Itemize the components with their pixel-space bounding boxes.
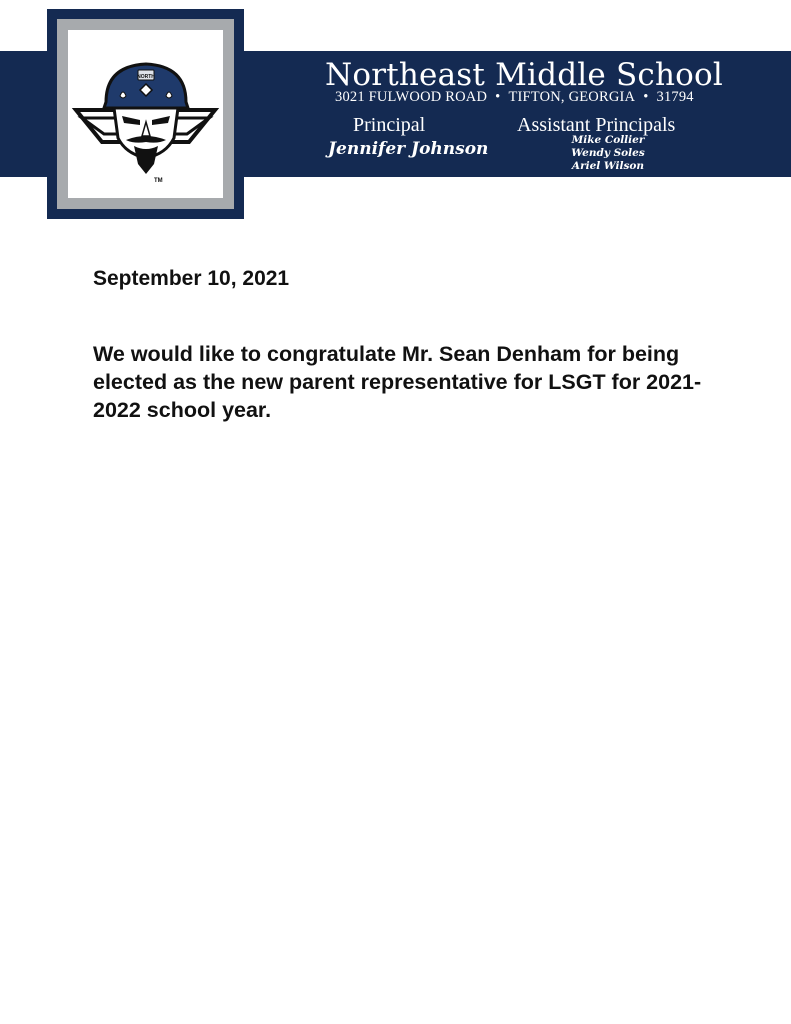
assistant-principals-list [560,134,656,173]
school-name: Northeast Middle School [325,57,723,93]
assistant-principal-name: Wendy Soles [571,147,645,159]
school-address [335,89,694,106]
letter-body: We would like to congratulate Mr. Sean Denham for being elected as the new parent representative for LSGT for 2021-2022 school year. [93,342,702,422]
address-zip: 31794 [656,89,694,105]
letter-date: September 10, 2021 [93,267,290,290]
logo-frame-gray [57,19,234,209]
logo-frame [47,9,244,219]
logo-panel [68,30,223,198]
assistant-principal-name: Mike Collier [571,134,645,146]
address-street: 3021 FULWOOD ROAD [335,89,488,105]
assistant-principals-label: Assistant Principals [517,114,676,136]
principal-label: Principal [353,114,426,136]
mascot-logo-icon [68,30,223,198]
trademark-mark: TM [154,178,163,184]
address-separator: • [495,89,501,105]
address-separator: • [643,89,649,105]
principal-name: Jennifer Johnson [328,139,489,159]
address-city-state: TIFTON, GEORGIA [508,89,636,105]
helmet-text: NORTH [137,74,155,80]
assistant-principal-name: Ariel Wilson [571,160,645,172]
